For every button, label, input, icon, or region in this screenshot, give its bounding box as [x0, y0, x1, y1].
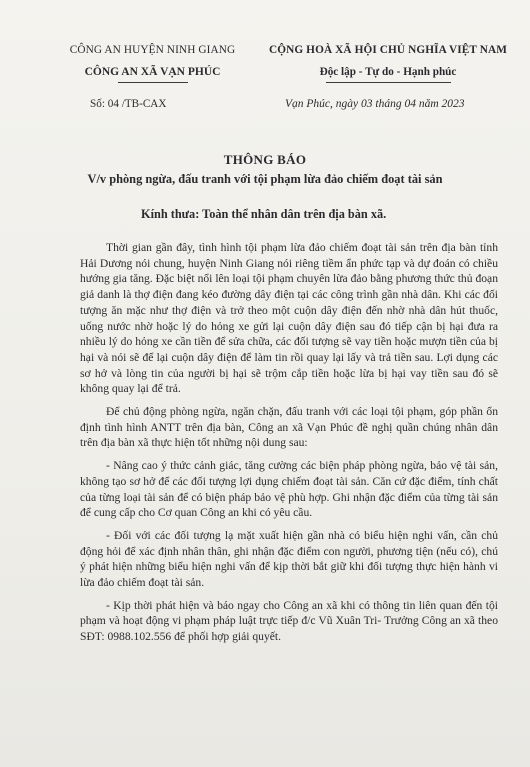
date-line: Vạn Phúc, ngày 03 tháng 04 năm 2023 — [285, 98, 465, 110]
document-number: Số: 04 /TB-CAX — [90, 98, 167, 110]
body-paragraph: Thời gian gần đây, tình hình tội phạm lừa đảo chiếm đoạt tài sản trên địa bàn tỉnh Hải Dương nói chung, huyện Ninh Giang nói riêng tiềm ẩn phức tạp và dự đoán có chiều hướng gia tăng. Đặc biệt nổi lên loại tội phạm chuyên lừa đảo bằng phương thức thủ đoạn giả danh là thợ điện đang kéo đường dây điện tại các công trình gần nhà dân. Khi các đối tượng ăn mặc như thợ điện và trở theo một cuộn dây điện đến nhờ nhà dân hút thuốc, uống nước nhờ hoặc lý do hỏng xe gửi lại cuộn dây điện sau đó tiếp cận bị hại đưa ra nhiều lý do hỏng xe cần tiền để sửa chữa, các đối tượng sẽ vay tiền hoặc mượn tiền của bị hại và nói sẽ để lại cuộn dây điện để làm tin rồi quay lại lấy và trả tiền sau. Lợi dụng các sơ hở và lòng tin của người bị hại sẽ trộm cắp tiền hoặc lừa bị hại vay tiền sau đó sẽ không quay lại để trả. — [80, 241, 498, 396]
motto-underline — [326, 82, 451, 83]
national-header-block — [268, 44, 508, 83]
document-body — [80, 240, 498, 651]
country-name: CỘNG HOÀ XÃ HỘI CHỦ NGHĨA VIỆT NAM — [268, 44, 508, 56]
body-paragraph: - Nâng cao ý thức cảnh giác, tăng cường các biện pháp phòng ngừa, bảo vệ tài sản, không tạo sơ hở để các đối tượng lợi dụng chiếm đoạt tài sản. Căn cứ đặc điểm, tính chất của từng loại tài sản để có biện pháp bảo vệ phù hợp. Ghi nhận đặc điểm của từng tài sản để cung cấp cho Cơ quan Công an khi có yêu cầu. — [80, 459, 498, 520]
agency-name: CÔNG AN XÃ VẠN PHÚC — [84, 66, 221, 78]
issuing-agency-block — [60, 44, 245, 83]
national-motto: Độc lập - Tự do - Hạnh phúc — [319, 66, 457, 78]
body-paragraph: - Kịp thời phát hiện và báo ngay cho Công an xã khi có thông tin liên quan đến tội phạm và hoạt động vi phạm pháp luật trực tiếp đ/c Vũ Xuân Tri- Trưởng Công an xã theo SĐT: 0988.102.556 để phối hợp giải quyết. — [80, 598, 498, 644]
document-title: THÔNG BÁO — [223, 152, 307, 167]
body-paragraph: - Đối với các đối tượng lạ mặt xuất hiện gần nhà có biểu hiện nghi vấn, cần chủ động hỏi để xác định nhân thân, ghi nhận đặc điểm con người, phương tiện (nếu có), chú ý phát hiện những biểu hiện nghi vấn để kịp thời bắt giữ khi đối tượng thực hiện hành vi lừa đảo chiếm đoạt tài sản. — [80, 528, 498, 590]
parent-agency: CÔNG AN HUYỆN NINH GIANG — [69, 44, 236, 56]
agency-underline — [118, 82, 188, 83]
body-paragraph: Để chủ động phòng ngừa, ngăn chặn, đấu tranh với các loại tội phạm, góp phần ổn định tình hình ANTT trên địa bàn, Công an xã Vạn Phúc đề nghị quần chúng nhân dân trên địa bàn xã thực hiện tốt những nội dung sau: — [80, 405, 498, 450]
greeting-line: Kính thưa: Toàn thể nhân dân trên địa bàn xã. — [141, 207, 387, 221]
document-subject: V/v phòng ngừa, đấu tranh với tội phạm lừa đảo chiếm đoạt tài sản — [87, 172, 443, 186]
